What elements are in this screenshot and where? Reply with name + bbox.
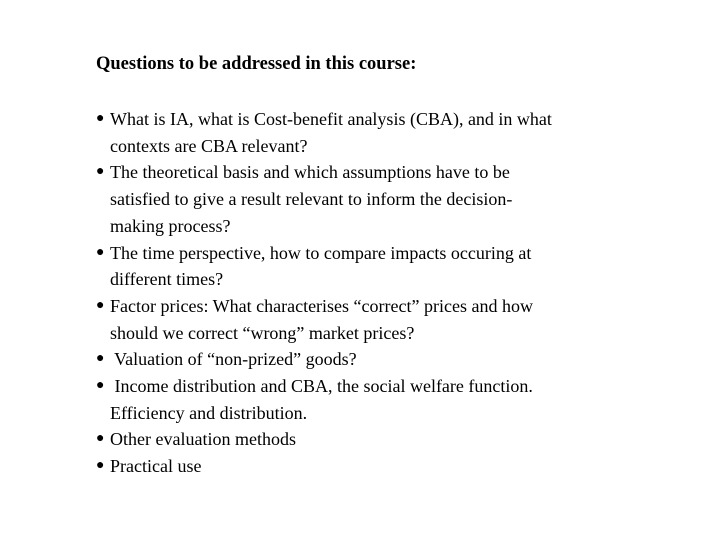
bullet-icon: ●	[96, 244, 105, 260]
list-item	[96, 346, 552, 373]
list-item	[96, 426, 552, 453]
bullet-icon: ●	[96, 111, 105, 126]
list-item-text: contexts are CBA relevant?	[110, 135, 308, 156]
list-item	[96, 453, 552, 480]
list-item	[96, 240, 552, 293]
list-item-text: making process?	[110, 215, 231, 236]
list-item-text: Efficiency and distribution.	[110, 402, 308, 423]
list-item-text: Income distribution and CBA, the social welfare function.	[110, 376, 533, 397]
bullet-icon: ●	[96, 378, 105, 394]
list-item	[96, 293, 552, 346]
list-item-text: Practical use	[110, 456, 202, 477]
list-item	[96, 159, 552, 239]
bullet-icon: ●	[96, 297, 105, 313]
bullet-icon: ●	[96, 458, 105, 474]
list-item-text: different times?	[110, 269, 224, 290]
list-item-text: Other evaluation methods	[110, 429, 296, 450]
list-item	[96, 373, 552, 426]
list-item-text: satisfied to give a result relevant to inform the decision-	[110, 189, 513, 210]
slide-title: Questions to be addressed in this course:	[96, 54, 417, 74]
list-item-text: The theoretical basis and which assumptions have to be	[110, 162, 510, 183]
questions-list	[96, 106, 552, 480]
list-item-text: should we correct “wrong” market prices?	[110, 322, 415, 343]
bullet-icon: ●	[96, 351, 105, 367]
list-item-text: Factor prices: What characterises “correct” prices and how	[110, 295, 533, 316]
bullet-icon: ●	[96, 431, 105, 447]
bullet-icon: ●	[96, 164, 105, 180]
list-item	[96, 106, 552, 159]
list-item-text: Valuation of “non-prized” goods?	[110, 349, 357, 370]
list-item-text: What is IA, what is Cost-benefit analysis (CBA), and in what	[110, 109, 552, 129]
list-item-text: The time perspective, how to compare impacts occuring at	[110, 242, 532, 263]
